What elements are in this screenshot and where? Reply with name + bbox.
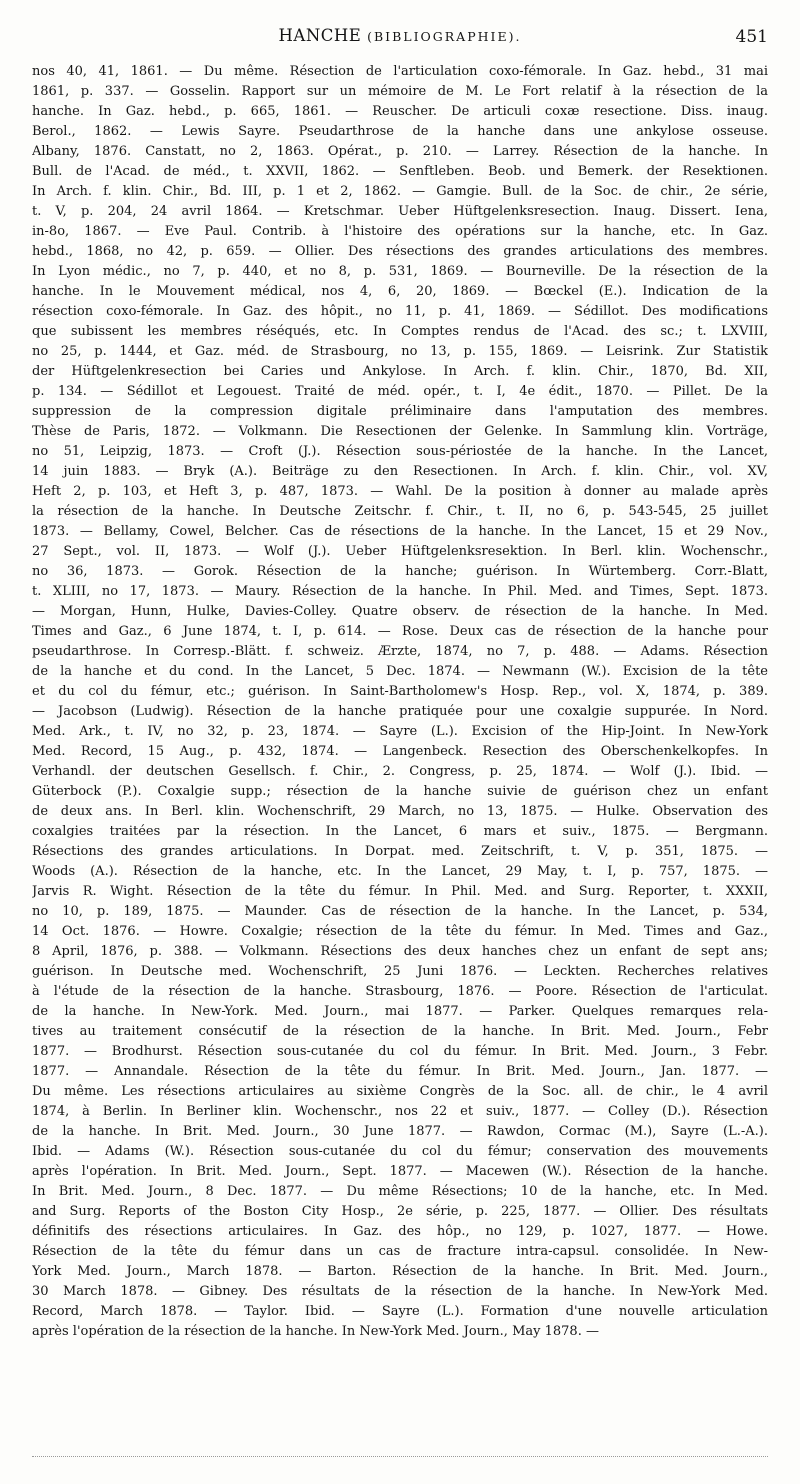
text-line: de la hanche. In New-York. Med. Journ., mai 1877. — Parker. Quelques remarques rela- <box>32 1004 768 1019</box>
text-line: der Hüftgelenkresection bei Caries und Ankylose. In Arch. f. klin. Chir., 1870, Bd. XII, <box>32 364 768 379</box>
text-line: que subissent les membres réséqués, etc. In Comptes rendus de l'Acad. des sc.; t. LXVIII, <box>32 324 768 339</box>
text-line: hanche. In le Mouvement médical, nos 4, 6, 20, 1869. — Bœckel (E.). Indication de la <box>32 284 768 299</box>
text-line: in-8o, 1867. — Eve Paul. Contrib. à l'histoire des opérations sur la hanche, etc. In Gaz. <box>32 224 768 239</box>
text-line: la résection de la hanche. In Deutsche Zeitschr. f. Chir., t. II, no 6, p. 543-545, 25 juillet <box>32 504 768 519</box>
text-line: de la hanche. In Brit. Med. Journ., 30 June 1877. — Rawdon, Cormac (M.), Sayre (L.-A.). <box>32 1124 768 1139</box>
text-line: no 25, p. 1444, et Gaz. méd. de Strasbourg, no 13, p. 155, 1869. — Leisrink. Zur Statistik <box>32 344 768 359</box>
text-line: à l'étude de la résection de la hanche. Strasbourg, 1876. — Poore. Résection de l'articulat. <box>32 984 768 999</box>
text-line: In Arch. f. klin. Chir., Bd. III, p. 1 et 2, 1862. — Gamgie. Bull. de la Soc. de chir., 2e série, <box>32 184 768 199</box>
text-line: hanche. In Gaz. hebd., p. 665, 1861. — Reuscher. De articuli coxæ resectione. Diss. inaug. <box>32 104 768 119</box>
text-line: 1861, p. 337. — Gosselin. Rapport sur un mémoire de M. Le Fort relatif à la résection de la <box>32 84 768 99</box>
text-line: Med. Ark., t. IV, no 32, p. 23, 1874. — Sayre (L.). Excision of the Hip-Joint. In New-York <box>32 724 768 739</box>
text-line: Jarvis R. Wight. Résection de la tête du fémur. In Phil. Med. and Surg. Reporter, t. XXXII, <box>32 884 768 899</box>
text-line: Ibid. — Adams (W.). Résection sous-cutanée du col du fémur; conservation des mouvements <box>32 1144 768 1159</box>
text-line: no 36, 1873. — Gorok. Résection de la hanche; guérison. In Würtemberg. Corr.-Blatt, <box>32 564 768 579</box>
text-line: 27 Sept., vol. II, 1873. — Wolf (J.). Ueber Hüftgelenksresektion. In Berl. klin. Wochenschr., <box>32 544 768 559</box>
text-line: — Morgan, Hunn, Hulke, Davies-Colley. Quatre observ. de résection de la hanche. In Med. <box>32 604 768 619</box>
text-line: 14 Oct. 1876. — Howre. Coxalgie; résection de la tête du fémur. In Med. Times and Gaz., <box>32 924 768 939</box>
text-line: nos 40, 41, 1861. — Du même. Résection de l'articulation coxo-fémorale. In Gaz. hebd., 31 mai <box>32 64 768 79</box>
text-line: résection coxo-fémorale. In Gaz. des hôpit., no 11, p. 41, 1869. — Sédillot. Des modifications <box>32 304 768 319</box>
text-line: pseudarthrose. In Corresp.-Blätt. f. schweiz. Ærzte, 1874, no 7, p. 488. — Adams. Résection <box>32 644 768 659</box>
text-line: no 51, Leipzig, 1873. — Croft (J.). Résection sous-périostée de la hanche. In the Lancet, <box>32 444 768 459</box>
title-main: HANCHE <box>278 26 362 45</box>
text-line: après l'opération. In Brit. Med. Journ., Sept. 1877. — Macewen (W.). Résection de la hanche. <box>32 1164 768 1179</box>
text-line: 1874, à Berlin. In Berliner klin. Wochenschr., nos 22 et suiv., 1877. — Colley (D.). Résection <box>32 1104 768 1119</box>
text-line: and Surg. Reports of the Boston City Hosp., 2e série, p. 225, 1877. — Ollier. Des résultats <box>32 1204 768 1219</box>
text-line: Thèse de Paris, 1872. — Volkmann. Die Resectionen der Gelenke. In Sammlung klin. Vorträge, <box>32 424 768 439</box>
text-line: In Lyon médic., no 7, p. 440, et no 8, p. 531, 1869. — Bourneville. De la résection de la <box>32 264 768 279</box>
text-line: Berol., 1862. — Lewis Sayre. Pseudarthrose de la hanche dans une ankylose osseuse. <box>32 124 768 139</box>
text-line: et du col du fémur, etc.; guérison. In Saint-Bartholomew's Hosp. Rep., vol. X, 1874, p. 389. <box>32 684 768 699</box>
page-number: 451 <box>735 27 768 47</box>
text-line: Du même. Les résections articulaires au sixième Congrès de la Soc. all. de chir., le 4 avril <box>32 1084 768 1099</box>
text-line: 8 April, 1876, p. 388. — Volkmann. Résections des deux hanches chez un enfant de sept ans; <box>32 944 768 959</box>
text-line: — Jacobson (Ludwig). Résection de la hanche pratiquée pour une coxalgie suppurée. In Nord. <box>32 704 768 719</box>
text-line: 30 March 1878. — Gibney. Des résultats de la résection de la hanche. In New-York Med. <box>32 1284 768 1299</box>
text-line: Bull. de l'Acad. de méd., t. XXVII, 1862. — Senftleben. Beob. und Bemerk. der Resektionen. <box>32 164 768 179</box>
title-subtitle: (BIBLIOGRAPHIE). <box>367 29 522 44</box>
text-line: Heft 2, p. 103, et Heft 3, p. 487, 1873. — Wahl. De la position à donner au malade après <box>32 484 768 499</box>
text-line: Med. Record, 15 Aug., p. 432, 1874. — Langenbeck. Resection des Oberschenkelkopfes. In <box>32 744 768 759</box>
page-title <box>0 26 800 45</box>
text-line: 14 juin 1883. — Bryk (A.). Beiträge zu den Resectionen. In Arch. f. klin. Chir., vol. XV, <box>32 464 768 479</box>
text-line: de la hanche et du cond. In the Lancet, 5 Dec. 1874. — Newmann (W.). Excision de la tête <box>32 664 768 679</box>
text-line: In Brit. Med. Journ., 8 Dec. 1877. — Du même Résections; 10 de la hanche, etc. In Med. <box>32 1184 768 1199</box>
text-line: hebd., 1868, no 42, p. 659. — Ollier. Des résections des grandes articulations des membres. <box>32 244 768 259</box>
text-line: de deux ans. In Berl. klin. Wochenschrift, 29 March, no 13, 1875. — Hulke. Observation des <box>32 804 768 819</box>
text-line: définitifs des résections articulaires. In Gaz. des hôp., no 129, p. 1027, 1877. — Howe. <box>32 1224 768 1239</box>
text-line: t. XLIII, no 17, 1873. — Maury. Résection de la hanche. In Phil. Med. and Times, Sept. 1873. <box>32 584 768 599</box>
running-head <box>0 26 800 50</box>
text-line: Güterbock (P.). Coxalgie supp.; résection de la hanche suivie de guérison chez un enfant <box>32 784 768 799</box>
text-line: 1873. — Bellamy, Cowel, Belcher. Cas de résections de la hanche. In the Lancet, 15 et 29 Nov., <box>32 524 768 539</box>
bibliography-text <box>32 62 768 1342</box>
text-line: p. 134. — Sédillot et Legouest. Traité de méd. opér., t. I, 4e édit., 1870. — Pillet. De la <box>32 384 768 399</box>
text-line: York Med. Journ., March 1878. — Barton. Résection de la hanche. In Brit. Med. Journ., <box>32 1264 768 1279</box>
text-line: Albany, 1876. Canstatt, no 2, 1863. Opérat., p. 210. — Larrey. Résection de la hanche. In <box>32 144 768 159</box>
footer-dotted-rule <box>32 1456 768 1457</box>
text-line: après l'opération de la résection de la hanche. In New-York Med. Journ., May 1878. — <box>32 1324 599 1339</box>
text-line: Times and Gaz., 6 June 1874, t. I, p. 614. — Rose. Deux cas de résection de la hanche pour <box>32 624 768 639</box>
text-line: t. V, p. 204, 24 avril 1864. — Kretschmar. Ueber Hüftgelenksresection. Inaug. Dissert. Iena, <box>32 204 768 219</box>
text-line: Woods (A.). Résection de la hanche, etc. In the Lancet, 29 May, t. I, p. 757, 1875. — <box>32 864 768 879</box>
text-line: Résections des grandes articulations. In Dorpat. med. Zeitschrift, t. V, p. 351, 1875. — <box>32 844 768 859</box>
text-line: coxalgies traitées par la résection. In the Lancet, 6 mars et suiv., 1875. — Bergmann. <box>32 824 768 839</box>
text-line: tives au traitement consécutif de la résection de la hanche. In Brit. Med. Journ., Febr <box>32 1024 768 1039</box>
text-line: Verhandl. der deutschen Gesellsch. f. Chir., 2. Congress, p. 25, 1874. — Wolf (J.). Ibid. — <box>32 764 768 779</box>
text-line: 1877. — Brodhurst. Résection sous-cutanée du col du fémur. In Brit. Med. Journ., 3 Febr. <box>32 1044 768 1059</box>
text-line: Résection de la tête du fémur dans un cas de fracture intra-capsul. consolidée. In New- <box>32 1244 768 1259</box>
text-line: 1877. — Annandale. Résection de la tête du fémur. In Brit. Med. Journ., Jan. 1877. — <box>32 1064 768 1079</box>
text-line: no 10, p. 189, 1875. — Maunder. Cas de résection de la hanche. In the Lancet, p. 534, <box>32 904 768 919</box>
text-line: suppression de la compression digitale préliminaire dans l'amputation des membres. <box>32 404 768 419</box>
text-line: Record, March 1878. — Taylor. Ibid. — Sayre (L.). Formation d'une nouvelle articulation <box>32 1304 768 1319</box>
text-line: guérison. In Deutsche med. Wochenschrift, 25 Juni 1876. — Leckten. Recherches relatives <box>32 964 768 979</box>
